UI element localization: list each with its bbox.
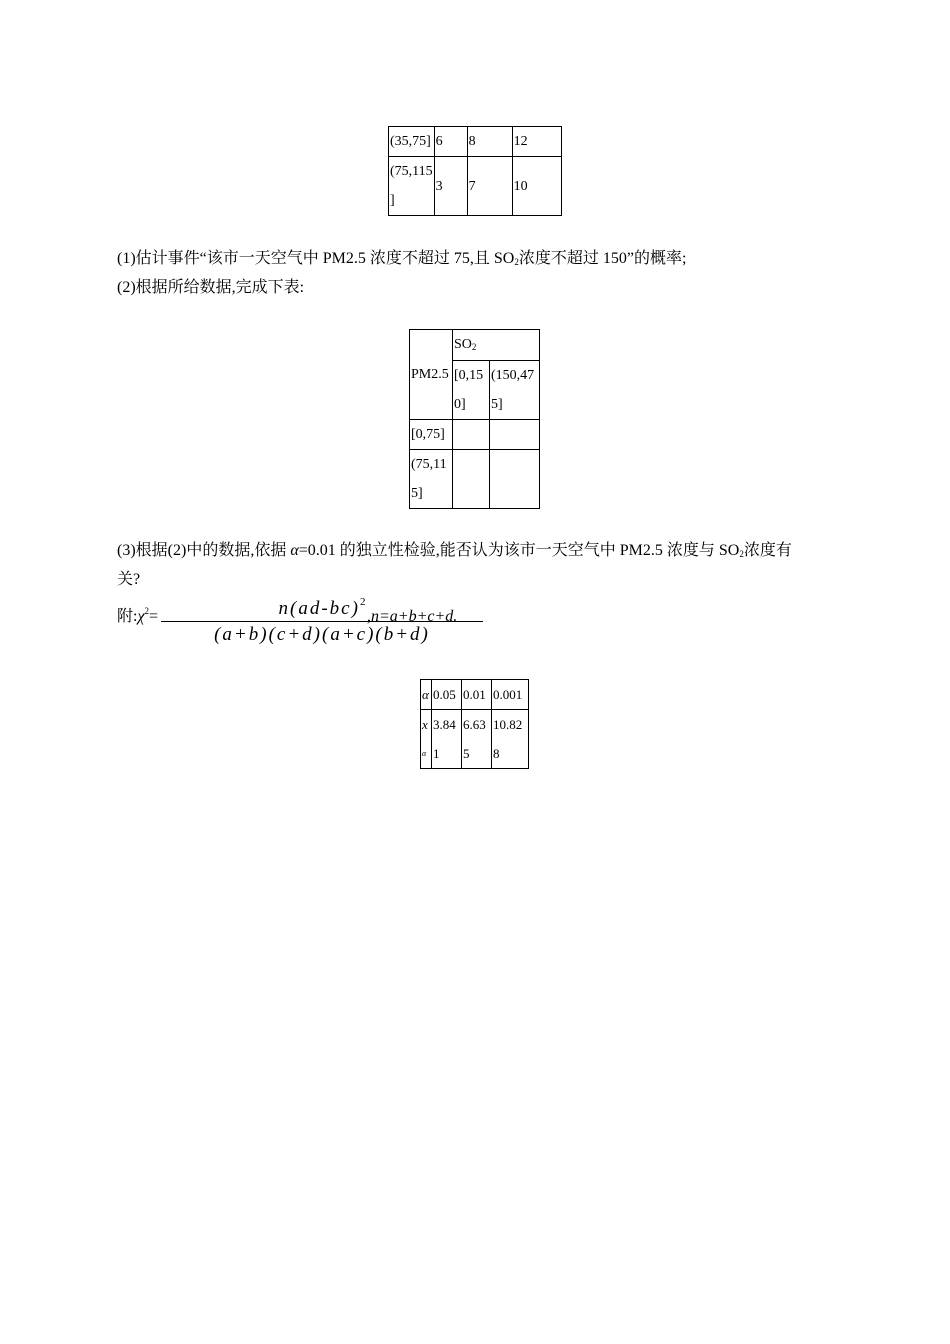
cell-line: 0] bbox=[454, 397, 466, 412]
chi-symbol: χ bbox=[137, 608, 145, 625]
header-text: SO bbox=[454, 337, 472, 352]
question-3-cont bbox=[117, 569, 140, 591]
table-row bbox=[421, 710, 529, 769]
denominator-text: (a+b)(c+d)(a+c)(b+d) bbox=[214, 624, 430, 645]
table-row bbox=[421, 680, 529, 710]
table-cell: 3 bbox=[434, 157, 467, 216]
table-cell: (35,75] bbox=[389, 127, 435, 157]
chi-square-formula bbox=[117, 596, 517, 652]
cell-line: 1 bbox=[433, 746, 440, 761]
cell-line: [0,15 bbox=[454, 368, 484, 383]
table-header-cell: α bbox=[421, 680, 432, 710]
cell-line: 10.82 bbox=[493, 717, 523, 732]
table-header-cell bbox=[421, 710, 432, 769]
superscript: 2 bbox=[144, 606, 149, 616]
cell-line: α bbox=[422, 749, 427, 758]
cell-line: ] bbox=[390, 193, 395, 208]
formula-prefix bbox=[117, 606, 158, 629]
formula-text: = bbox=[149, 608, 159, 625]
formula-text: ,n=a+b+c+d. bbox=[367, 608, 458, 625]
question-text: 浓度有 bbox=[743, 542, 792, 559]
subscript: 2 bbox=[471, 342, 477, 352]
subscript: 2 bbox=[739, 549, 744, 559]
table-cell: 7 bbox=[467, 157, 512, 216]
table-header-cell bbox=[453, 361, 490, 420]
superscript: 2 bbox=[359, 596, 366, 608]
cell-line: (150,47 bbox=[491, 368, 535, 383]
formula-suffix bbox=[367, 606, 457, 628]
cell-line: 5 bbox=[463, 746, 470, 761]
table-cell: [0,75] bbox=[410, 420, 453, 450]
alpha-symbol: α bbox=[290, 542, 299, 559]
table-row bbox=[410, 330, 540, 361]
question-2 bbox=[117, 277, 304, 299]
cell-line: 8 bbox=[493, 746, 500, 761]
table-row bbox=[389, 157, 562, 216]
data-table-top bbox=[388, 126, 562, 216]
table-cell: 0.05 bbox=[432, 680, 462, 710]
table-row bbox=[410, 420, 540, 450]
contingency-table bbox=[409, 329, 540, 509]
critical-value-table bbox=[420, 679, 529, 769]
question-3 bbox=[117, 540, 792, 563]
subscript: 2 bbox=[514, 257, 519, 267]
table-cell-empty bbox=[490, 420, 540, 450]
table-cell bbox=[432, 710, 462, 769]
table-cell: 10 bbox=[512, 157, 561, 216]
question-text: 浓度不超过 150”的概率; bbox=[518, 250, 687, 267]
cell-line: x bbox=[422, 717, 428, 732]
table-row bbox=[410, 450, 540, 509]
table-cell: 12 bbox=[512, 127, 561, 157]
table-cell: 0.001 bbox=[492, 680, 529, 710]
table-cell: 8 bbox=[467, 127, 512, 157]
table-cell bbox=[492, 710, 529, 769]
cell-line: (75,11 bbox=[411, 457, 447, 472]
formula-text: 附: bbox=[117, 608, 138, 625]
cell-line: (75,115 bbox=[390, 164, 433, 179]
table-cell bbox=[410, 450, 453, 509]
question-text: (1)估计事件“该市一天空气中 PM2.5 浓度不超过 75,且 SO bbox=[117, 250, 515, 267]
table-cell: 0.01 bbox=[462, 680, 492, 710]
table-cell: 6 bbox=[434, 127, 467, 157]
numerator-text: n(ad-bc) bbox=[278, 598, 360, 619]
cell-line: 5] bbox=[411, 486, 423, 501]
table-cell bbox=[389, 157, 435, 216]
cell-line: 6.63 bbox=[463, 717, 486, 732]
question-text: 关? bbox=[117, 571, 141, 588]
question-text: (3)根据(2)中的数据,依据 bbox=[117, 542, 291, 559]
table-cell bbox=[462, 710, 492, 769]
table-header-cell: PM2.5 bbox=[410, 330, 453, 420]
question-text: =0.01 的独立性检验,能否认为该市一天空气中 PM2.5 浓度与 SO bbox=[298, 542, 740, 559]
question-1 bbox=[117, 248, 686, 271]
table-cell-empty bbox=[453, 420, 490, 450]
cell-line: 5] bbox=[491, 397, 503, 412]
table-row bbox=[389, 127, 562, 157]
table-header-cell bbox=[453, 330, 540, 361]
table-cell-empty bbox=[453, 450, 490, 509]
cell-line: 3.84 bbox=[433, 717, 456, 732]
table-header-cell bbox=[490, 361, 540, 420]
question-text: (2)根据所给数据,完成下表: bbox=[117, 279, 305, 296]
table-cell-empty bbox=[490, 450, 540, 509]
